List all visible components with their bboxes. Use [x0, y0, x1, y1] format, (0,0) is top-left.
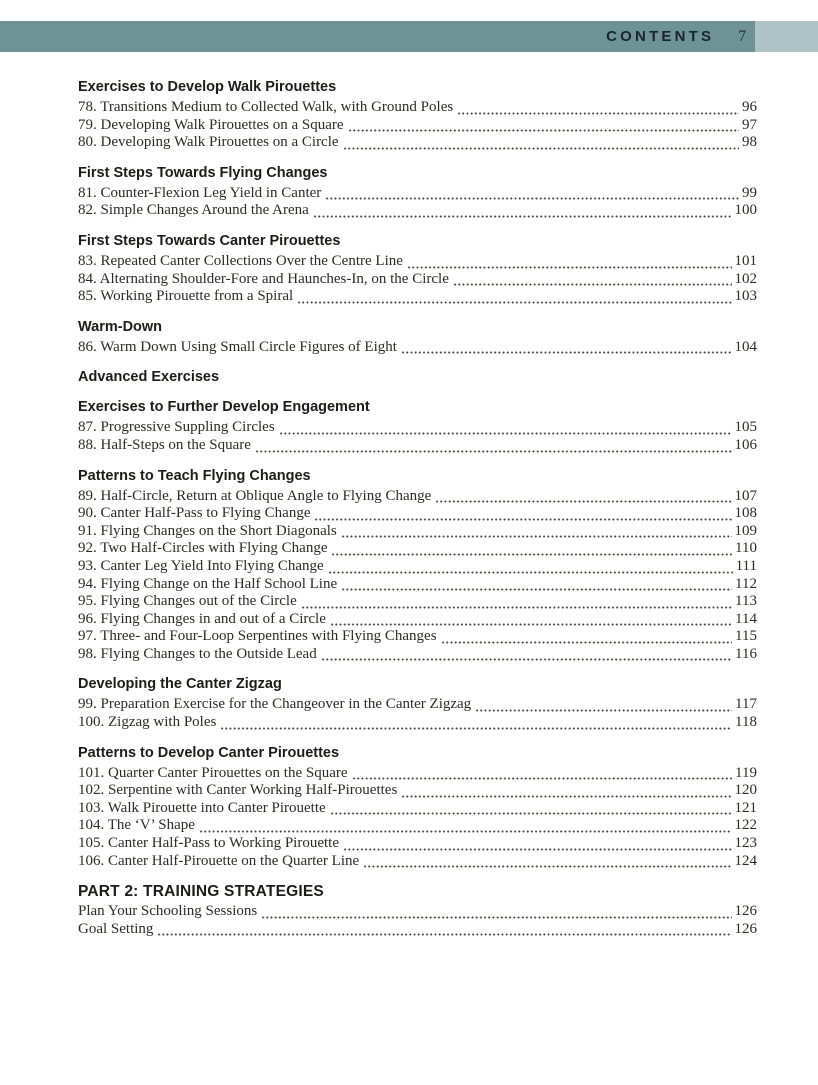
- entry-page-number: 99: [742, 184, 757, 201]
- entry-page-number: 114: [735, 610, 757, 627]
- entry-label: 89. Half-Circle, Return at Oblique Angle to Flying Change: [78, 487, 432, 504]
- entry-page-number: 122: [734, 817, 757, 834]
- toc-entry: [78, 921, 757, 939]
- entry-page-number: 121: [734, 799, 757, 816]
- dotted-leader: [313, 214, 732, 220]
- dotted-leader: [441, 640, 733, 646]
- dotted-leader: [457, 111, 739, 117]
- toc-section: [78, 883, 757, 938]
- entry-label: 98. Flying Changes to the Outside Lead: [78, 645, 317, 662]
- entry-page-number: 117: [735, 696, 757, 713]
- toc-entry: [78, 714, 757, 732]
- entry-page-number: 111: [735, 557, 757, 574]
- dotted-leader: [343, 146, 739, 152]
- dotted-leader: [301, 605, 732, 611]
- toc-entry: [78, 593, 757, 611]
- entry-page-number: 116: [735, 645, 757, 662]
- section-heading: Developing the Canter Zigzag: [78, 676, 282, 693]
- section-heading: First Steps Towards Flying Changes: [78, 164, 328, 181]
- toc-entry: [78, 117, 757, 135]
- toc-entry: [78, 505, 757, 523]
- toc-entry: [78, 419, 757, 437]
- section-heading: Exercises to Develop Walk Pirouettes: [78, 79, 337, 95]
- toc-sections: [0, 52, 818, 938]
- toc-entry: [78, 800, 757, 818]
- entry-page-number: 123: [734, 835, 757, 852]
- toc-entry: [78, 611, 757, 629]
- toc-section: [78, 319, 757, 357]
- dotted-leader: [401, 350, 732, 356]
- toc-entry: [78, 339, 757, 357]
- toc-section: [78, 79, 757, 152]
- toc-entry: [78, 288, 757, 306]
- entry-label: 102. Serpentine with Canter Working Half-Pirouettes: [78, 782, 398, 799]
- dotted-leader: [407, 265, 732, 271]
- entry-label: 104. The ‘V’ Shape: [78, 817, 195, 834]
- toc-entry: [78, 765, 757, 783]
- toc-entry: [78, 99, 757, 117]
- toc-section: [78, 676, 757, 731]
- entry-label: Goal Setting: [78, 920, 154, 937]
- toc-entry: [78, 523, 757, 541]
- section-heading: Exercises to Further Develop Engagement: [78, 399, 370, 416]
- entry-label: 84. Alternating Shoulder-Fore and Haunches-In, on the Circle: [78, 270, 449, 287]
- toc-entry: [78, 202, 757, 220]
- dotted-leader: [331, 552, 732, 558]
- entry-label: 81. Counter-Flexion Leg Yield in Canter: [78, 184, 322, 201]
- entry-label: 85. Working Pirouette from a Spiral: [78, 288, 294, 305]
- entry-label: 97. Three- and Four-Loop Serpentines with Flying Changes: [78, 628, 437, 645]
- toc-section: [78, 233, 757, 306]
- entry-label: 82. Simple Changes Around the Arena: [78, 202, 309, 219]
- toc-section: [78, 468, 757, 664]
- dotted-leader: [328, 570, 733, 576]
- toc-section: [78, 745, 757, 871]
- toc-entry: [78, 185, 757, 203]
- entry-page-number: 115: [735, 628, 757, 645]
- toc-section: [78, 369, 757, 386]
- entry-label: 90. Canter Half-Pass to Flying Change: [78, 505, 311, 522]
- section-entries: [78, 488, 757, 664]
- entry-page-number: 96: [742, 99, 757, 115]
- toc-entry: [78, 253, 757, 271]
- entry-page-number: 108: [734, 505, 757, 522]
- page-header: [0, 21, 818, 52]
- dotted-leader: [279, 431, 732, 437]
- dotted-leader: [453, 282, 732, 288]
- toc-entry: [78, 558, 757, 576]
- entry-label: 95. Flying Changes out of the Circle: [78, 593, 297, 610]
- contents-bar: [0, 21, 755, 52]
- entry-page-number: 101: [734, 252, 757, 269]
- entry-page-number: 104: [734, 338, 757, 355]
- entry-label: 91. Flying Changes on the Short Diagonals: [78, 522, 337, 539]
- entry-page-number: 113: [735, 593, 757, 610]
- entry-page-number: 102: [734, 270, 757, 287]
- dotted-leader: [475, 708, 732, 714]
- entry-page-number: 98: [742, 134, 757, 151]
- section-entries: [78, 185, 757, 220]
- dotted-leader: [314, 517, 731, 523]
- toc-section: [78, 165, 757, 220]
- entry-page-number: 109: [734, 522, 757, 539]
- dotted-leader: [363, 864, 731, 870]
- entry-page-number: 105: [734, 419, 757, 436]
- section-entries: [78, 903, 757, 938]
- entry-page-number: 118: [735, 714, 757, 731]
- entry-label: 105. Canter Half-Pass to Working Pirouette: [78, 835, 339, 852]
- entry-label: 79. Developing Walk Pirouettes on a Square: [78, 116, 344, 133]
- section-heading: PART 2: TRAINING STRATEGIES: [78, 883, 324, 901]
- toc-entry: [78, 134, 757, 152]
- section-entries: [78, 253, 757, 306]
- section-heading: Patterns to Teach Flying Changes: [78, 467, 311, 484]
- dotted-leader: [348, 128, 739, 134]
- toc-entry: [78, 782, 757, 800]
- dotted-leader: [297, 300, 731, 306]
- entry-label: 106. Canter Half-Pirouette on the Quarter Line: [78, 852, 360, 869]
- section-entries: [78, 696, 757, 731]
- dotted-leader: [255, 449, 732, 455]
- toc-entry: [78, 271, 757, 289]
- section-entries: [78, 419, 757, 454]
- entry-label: 86. Warm Down Using Small Circle Figures of Eight: [78, 338, 397, 355]
- header-accent-block: [755, 21, 818, 52]
- dotted-leader: [435, 499, 731, 505]
- entry-label: 87. Progressive Suppling Circles: [78, 419, 275, 436]
- toc-entry: [78, 903, 757, 921]
- toc-entry: [78, 437, 757, 455]
- header-page-number: 7: [738, 27, 746, 45]
- section-entries: [78, 765, 757, 871]
- entry-label: 103. Walk Pirouette into Canter Pirouette: [78, 799, 326, 816]
- dotted-leader: [341, 587, 732, 593]
- dotted-leader: [352, 776, 733, 782]
- dotted-leader: [261, 915, 731, 921]
- dotted-leader: [343, 847, 732, 853]
- section-heading: Warm-Down: [78, 318, 163, 335]
- entry-label: 93. Canter Leg Yield Into Flying Change: [78, 557, 324, 574]
- section-heading: First Steps Towards Canter Pirouettes: [78, 232, 341, 249]
- entry-page-number: 103: [734, 288, 757, 305]
- entry-label: 78. Transitions Medium to Collected Walk, with Ground Poles: [78, 99, 454, 115]
- dotted-leader: [157, 932, 731, 938]
- dotted-leader: [321, 657, 732, 663]
- entry-page-number: 107: [734, 487, 757, 504]
- entry-label: 100. Zigzag with Poles: [78, 714, 217, 731]
- dotted-leader: [341, 534, 732, 540]
- entry-label: 101. Quarter Canter Pirouettes on the Square: [78, 764, 348, 781]
- entry-page-number: 120: [734, 782, 757, 799]
- entry-page-number: 110: [735, 540, 757, 557]
- toc-entry: [78, 817, 757, 835]
- toc-entry: [78, 646, 757, 664]
- toc-entry: [78, 540, 757, 558]
- entry-label: 80. Developing Walk Pirouettes on a Circle: [78, 134, 339, 151]
- entry-page-number: 126: [734, 903, 757, 920]
- dotted-leader: [401, 794, 731, 800]
- section-entries: [78, 99, 757, 152]
- entry-page-number: 124: [734, 852, 757, 869]
- entry-label: 96. Flying Changes in and out of a Circle: [78, 610, 326, 627]
- section-heading: Patterns to Develop Canter Pirouettes: [78, 744, 340, 761]
- entry-label: 83. Repeated Canter Collections Over the Centre Line: [78, 252, 403, 269]
- entry-page-number: 126: [734, 920, 757, 937]
- entry-page-number: 112: [735, 575, 757, 592]
- toc-entry: [78, 835, 757, 853]
- header-title: CONTENTS: [606, 28, 715, 45]
- entry-label: 92. Two Half-Circles with Flying Change: [78, 540, 328, 557]
- entry-page-number: 106: [734, 436, 757, 453]
- entry-label: Plan Your Schooling Sessions: [78, 903, 258, 920]
- toc-entry: [78, 488, 757, 506]
- entry-page-number: 100: [734, 202, 757, 219]
- toc-entry: [78, 576, 757, 594]
- dotted-leader: [220, 726, 732, 732]
- dotted-leader: [330, 811, 732, 817]
- section-heading: Advanced Exercises: [78, 369, 220, 386]
- dotted-leader: [325, 196, 739, 202]
- toc-entry: [78, 696, 757, 714]
- toc-entry: [78, 853, 757, 871]
- entry-label: 88. Half-Steps on the Square: [78, 436, 251, 453]
- entry-page-number: 119: [735, 764, 757, 781]
- entry-label: 94. Flying Change on the Half School Line: [78, 575, 338, 592]
- section-entries: [78, 339, 757, 357]
- toc-entry: [78, 628, 757, 646]
- entry-page-number: 97: [742, 116, 757, 133]
- toc-section: [78, 399, 757, 454]
- entry-label: 99. Preparation Exercise for the Changeover in the Canter Zigzag: [78, 696, 472, 713]
